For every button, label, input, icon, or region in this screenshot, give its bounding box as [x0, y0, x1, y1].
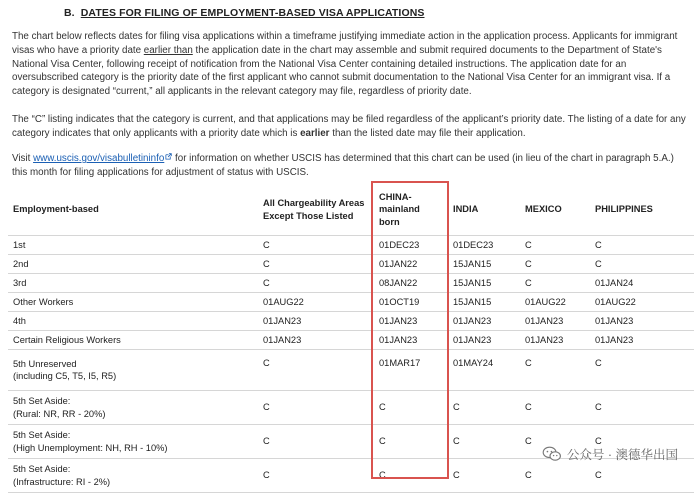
table-row [8, 331, 694, 350]
cell-all: C [258, 425, 374, 459]
row-category: Certain Religious Workers [8, 331, 258, 350]
paragraph-filing-dates: The chart below reflects dates for filing visa applications within a timeframe justifying immediate action in the application process. Applicants for immigrant visas who have a priority date earlier than the application date in the chart may assemble and submit required documents to the Department of State's National Visa Center, following receipt of notification from the National Visa Center containing detailed instructions. The application date for an oversubscribed category is the priority date of the first applicant who cannot submit documentation to the National Visa Center for an immigrant visa. If a category is designated “current,” all applicants in the relevant category may file, regardless of priority date. [12, 31, 678, 98]
cell-philippines: C [590, 350, 694, 391]
table-row [8, 391, 694, 425]
cell-china: 01OCT19 [374, 293, 448, 312]
cell-philippines: 01AUG22 [590, 293, 694, 312]
cell-india: 01MAY24 [448, 350, 520, 391]
section-heading: DATES FOR FILING OF EMPLOYMENT-BASED VISA APPLICATIONS [80, 7, 425, 19]
cell-india: 01DEC23 [448, 236, 520, 255]
cell-china: 08JAN22 [374, 274, 448, 293]
table-row [8, 293, 694, 312]
row-category: 4th [8, 312, 258, 331]
cell-india: 01JAN23 [448, 331, 520, 350]
cell-china: C [374, 459, 448, 493]
cell-china: 01DEC23 [374, 236, 448, 255]
cell-india: 15JAN15 [448, 255, 520, 274]
header-all-chargeability: All Chargeability Areas Except Those Listed [258, 186, 374, 236]
cell-india: 15JAN15 [448, 274, 520, 293]
cell-india: C [448, 459, 520, 493]
cell-all: C [258, 274, 374, 293]
row-category: Other Workers [8, 293, 258, 312]
row-category: 5th Set Aside: (High Unemployment: NH, RH - 10%) [8, 425, 258, 459]
table-row [8, 312, 694, 331]
table-row [8, 255, 694, 274]
cell-china: C [374, 425, 448, 459]
cell-china: C [374, 391, 448, 425]
cell-india: 15JAN15 [448, 293, 520, 312]
cell-philippines: 01JAN23 [590, 312, 694, 331]
cell-china: 01MAR17 [374, 350, 448, 391]
cell-all: 01JAN23 [258, 331, 374, 350]
cell-mexico: C [520, 236, 590, 255]
header-employment-based: Employment-based [8, 186, 258, 236]
cell-philippines: C [590, 236, 694, 255]
section-letter: B. [64, 7, 75, 19]
cell-all: C [258, 255, 374, 274]
cell-mexico: 01JAN23 [520, 312, 590, 331]
cell-mexico: C [520, 274, 590, 293]
cell-mexico: C [520, 459, 590, 493]
row-category: 5th Set Aside: (Rural: NR, RR - 20%) [8, 391, 258, 425]
row-category: 2nd [8, 255, 258, 274]
cell-philippines: C [590, 255, 694, 274]
cell-mexico: 01AUG22 [520, 293, 590, 312]
cell-philippines: C [590, 459, 694, 493]
header-india: INDIA [448, 186, 520, 236]
cell-mexico: C [520, 391, 590, 425]
table-row [8, 274, 694, 293]
cell-philippines: C [590, 391, 694, 425]
header-china: CHINA-mainland born [374, 186, 448, 236]
paragraph-current-listing: The “C” listing indicates that the category is current, and that applications may be filed regardless of the applicant’s priority date. The listing of a date for any category indicates that only applicants with a priority date which is earlier than the listed date may file their application. [12, 114, 686, 139]
emphasis-earlier-than: earlier than [143, 44, 193, 56]
cell-india: 01JAN23 [448, 312, 520, 331]
cell-mexico: C [520, 425, 590, 459]
cell-all: C [258, 459, 374, 493]
cell-all: 01JAN23 [258, 312, 374, 331]
cell-mexico: 01JAN23 [520, 331, 590, 350]
row-category: 1st [8, 236, 258, 255]
cell-philippines: C [590, 425, 694, 459]
wechat-watermark [542, 445, 678, 463]
cell-all: C [258, 236, 374, 255]
cell-india: C [448, 391, 520, 425]
paragraph-uscis-link: Visit www.uscis.gov/visabulletininfo for information on whether USCIS has determined that this chart can be used (in lieu of the chart in paragraph 5.A.) this month for filing applications for adjustment of status with USCIS. [12, 153, 674, 178]
cell-mexico: C [520, 255, 590, 274]
table-row [8, 350, 694, 391]
cell-china: 01JAN23 [374, 331, 448, 350]
header-philippines: PHILIPPINES [590, 186, 694, 236]
table-header-row [8, 186, 694, 236]
header-mexico: MEXICO [520, 186, 590, 236]
cell-all: 01AUG22 [258, 293, 374, 312]
cell-china: 01JAN23 [374, 312, 448, 331]
row-category: 5th Unreserved (including C5, T5, I5, R5) [8, 350, 258, 391]
cell-mexico: C [520, 350, 590, 391]
cell-china: 01JAN22 [374, 255, 448, 274]
table-row [8, 459, 694, 493]
table-row [8, 236, 694, 255]
cell-philippines: 01JAN24 [590, 274, 694, 293]
emphasis-earlier: earlier [300, 127, 330, 139]
row-category: 3rd [8, 274, 258, 293]
cell-all: C [258, 391, 374, 425]
row-category: 5th Set Aside: (Infrastructure: RI - 2%) [8, 459, 258, 493]
uscis-visabulletin-link[interactable]: www.uscis.gov/visabulletininfo [33, 153, 165, 164]
watermark-text: 公众号 · 澳德华出国 [566, 448, 678, 462]
cell-india: C [448, 425, 520, 459]
section-title [64, 7, 425, 19]
cell-philippines: 01JAN23 [590, 331, 694, 350]
wechat-icon [542, 446, 562, 462]
cell-all: C [258, 350, 374, 391]
